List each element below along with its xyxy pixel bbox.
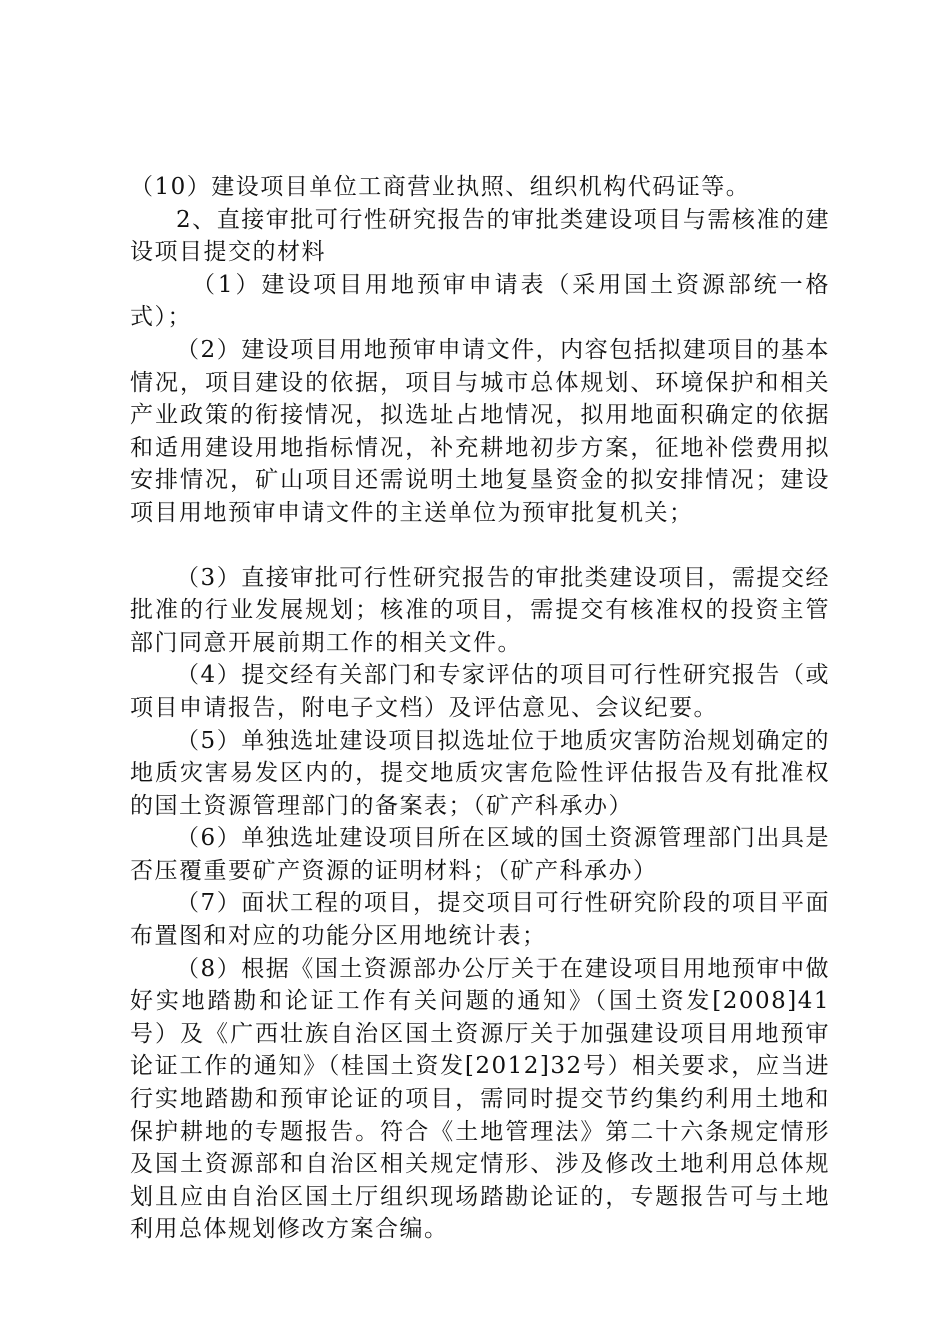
document-page bbox=[130, 171, 830, 1246]
paragraph-item-8: （8）根据《国土资源部办公厅关于在建设项目用地预审中做好实地踏勘和论证工作有关问题的通知》（国土资发[2008]41号）及《广西壮族自治区国土资源厅关于加强建设项目用地预审论证工作的通知》（桂国土资发[2012]32号）相关要求，应当进行实地踏勘和预审论证的项目，需同时提交节约集约利用土地和保护耕地的专题报告。符合《土地管理法》第二十六条规定情形及国土资源部和自治区相关规定情形、涉及修改土地利用总体规划且应由自治区国土厅组织现场踏勘论证的，专题报告可与土地利用总体规划修改方案合编。 bbox=[130, 955, 830, 1243]
section-2-heading: 2、直接审批可行性研究报告的审批类建设项目与需核准的建设项目提交的材料 bbox=[130, 206, 830, 266]
paragraph-item-2: （2）建设项目用地预审申请文件，内容包括拟建项目的基本情况，项目建设的依据，项目与城市总体规划、环境保护和相关产业政策的衔接情况，拟选址占地情况，拟用地面积确定的依据和适用建设用地指标情况，补充耕地初步方案，征地补偿费用拟安排情况，矿山项目还需说明土地复垦资金的拟安排情况；建设项目用地预审申请文件的主送单位为预审批复机关； bbox=[130, 336, 830, 526]
paragraph-item-1: （1）建设项目用地预审申请表（采用国土资源部统一格式）； bbox=[130, 271, 830, 331]
paragraph-item-3: （3）直接审批可行性研究报告的审批类建设项目，需提交经批准的行业发展规划；核准的项目，需提交有核准权的投资主管部门同意开展前期工作的相关文件。 bbox=[130, 564, 830, 656]
paragraph-item-4: （4）提交经有关部门和专家评估的项目可行性研究报告（或项目申请报告，附电子文档）及评估意见、会议纪要。 bbox=[130, 662, 830, 721]
paragraph-item-6: （6）单独选址建设项目所在区域的国土资源管理部门出具是否压覆重要矿产资源的证明材料；（矿产科承办） bbox=[130, 825, 830, 884]
paragraph-item-7: （7）面状工程的项目，提交项目可行性研究阶段的项目平面布置图和对应的功能分区用地统计表； bbox=[130, 890, 830, 950]
paragraph-item-5: （5）单独选址建设项目拟选址位于地质灾害防治规划确定的地质灾害易发区内的，提交地质灾害危险性评估报告及有批准权的国土资源管理部门的备案表；（矿产科承办） bbox=[130, 727, 830, 819]
paragraph-item-10: （10）建设项目单位工商营业执照、组织机构代码证等。 bbox=[130, 174, 751, 200]
